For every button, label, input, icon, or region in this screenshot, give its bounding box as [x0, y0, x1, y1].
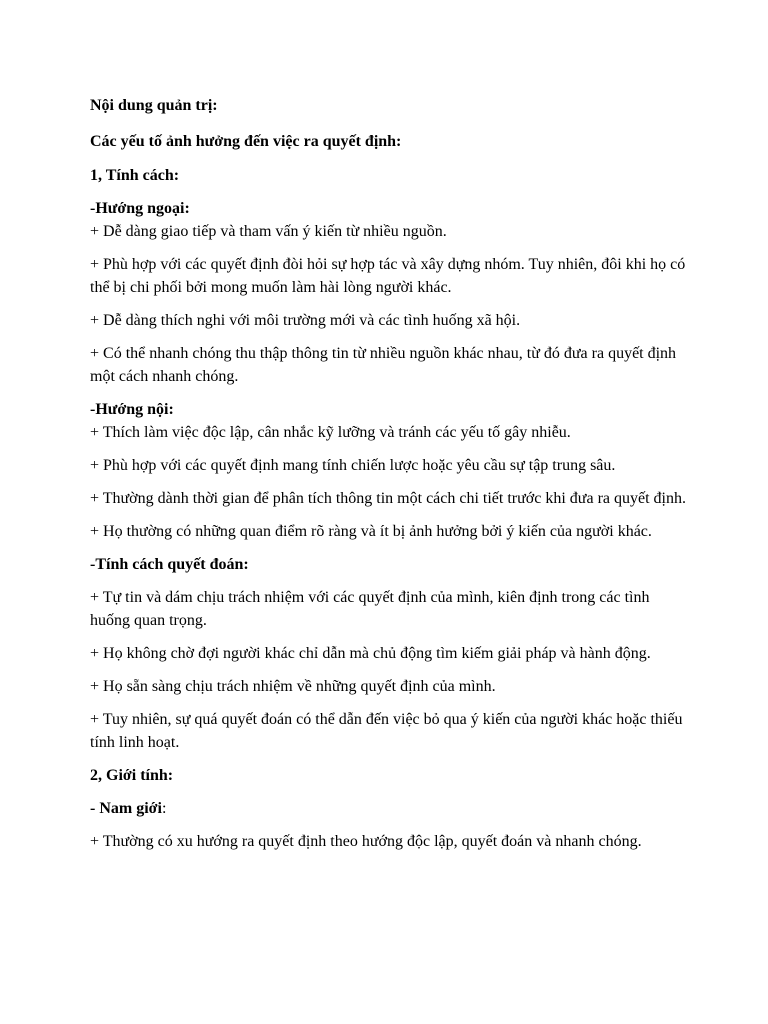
list-item: + Thường dành thời gian để phân tích thông tin một cách chi tiết trước khi đưa ra quyết định. — [90, 490, 686, 507]
heading-introvert: -Hướng nội: — [90, 401, 174, 418]
heading-male-label: - Nam giới — [90, 800, 162, 817]
list-item: + Phù hợp với các quyết định đòi hỏi sự hợp tác và xây dựng nhóm. Tuy nhiên, đôi khi họ có thể bị chi phối bởi mong muốn làm hài lòng người khác. — [90, 256, 686, 296]
list-item: + Dễ dàng thích nghi với môi trường mới và các tình huống xã hội. — [90, 312, 521, 329]
section-heading-gender: 2, Giới tính: — [90, 767, 174, 784]
list-item: + Họ không chờ đợi người khác chỉ dẫn mà chủ động tìm kiếm giải pháp và hành động. — [90, 645, 651, 662]
list-item: + Thường có xu hướng ra quyết định theo hướng độc lập, quyết đoán và nhanh chóng. — [90, 833, 642, 850]
list-item: + Họ sẵn sàng chịu trách nhiệm về những quyết định của mình. — [90, 678, 496, 695]
heading-male-colon: : — [161, 800, 167, 817]
document-subtitle: Các yếu tố ảnh hưởng đến việc ra quyết định: — [90, 133, 402, 150]
list-item: + Dễ dàng giao tiếp và tham vấn ý kiến từ nhiều nguồn. — [90, 223, 447, 240]
list-item: + Phù hợp với các quyết định mang tính chiến lược hoặc yêu cầu sự tập trung sâu. — [90, 457, 616, 474]
section-heading-personality: 1, Tính cách: — [90, 167, 180, 184]
heading-male — [90, 797, 690, 820]
list-item: + Tuy nhiên, sự quá quyết đoán có thể dẫn đến việc bỏ qua ý kiến của người khác hoặc thiếu tính linh hoạt. — [90, 711, 683, 751]
document-page — [90, 94, 690, 853]
list-item: + Họ thường có những quan điểm rõ ràng và ít bị ảnh hưởng bởi ý kiến của người khác. — [90, 523, 652, 540]
heading-decisive: -Tính cách quyết đoán: — [90, 556, 249, 573]
list-item: + Có thể nhanh chóng thu thập thông tin từ nhiều nguồn khác nhau, từ đó đưa ra quyết định một cách nhanh chóng. — [90, 345, 677, 385]
list-item: + Thích làm việc độc lập, cân nhắc kỹ lưỡng và tránh các yếu tố gây nhiễu. — [90, 424, 571, 441]
document-title: Nội dung quản trị: — [90, 97, 218, 114]
list-item: + Tự tin và dám chịu trách nhiệm với các quyết định của mình, kiên định trong các tình huống quan trọng. — [90, 589, 650, 629]
heading-extrovert: -Hướng ngoại: — [90, 200, 190, 217]
